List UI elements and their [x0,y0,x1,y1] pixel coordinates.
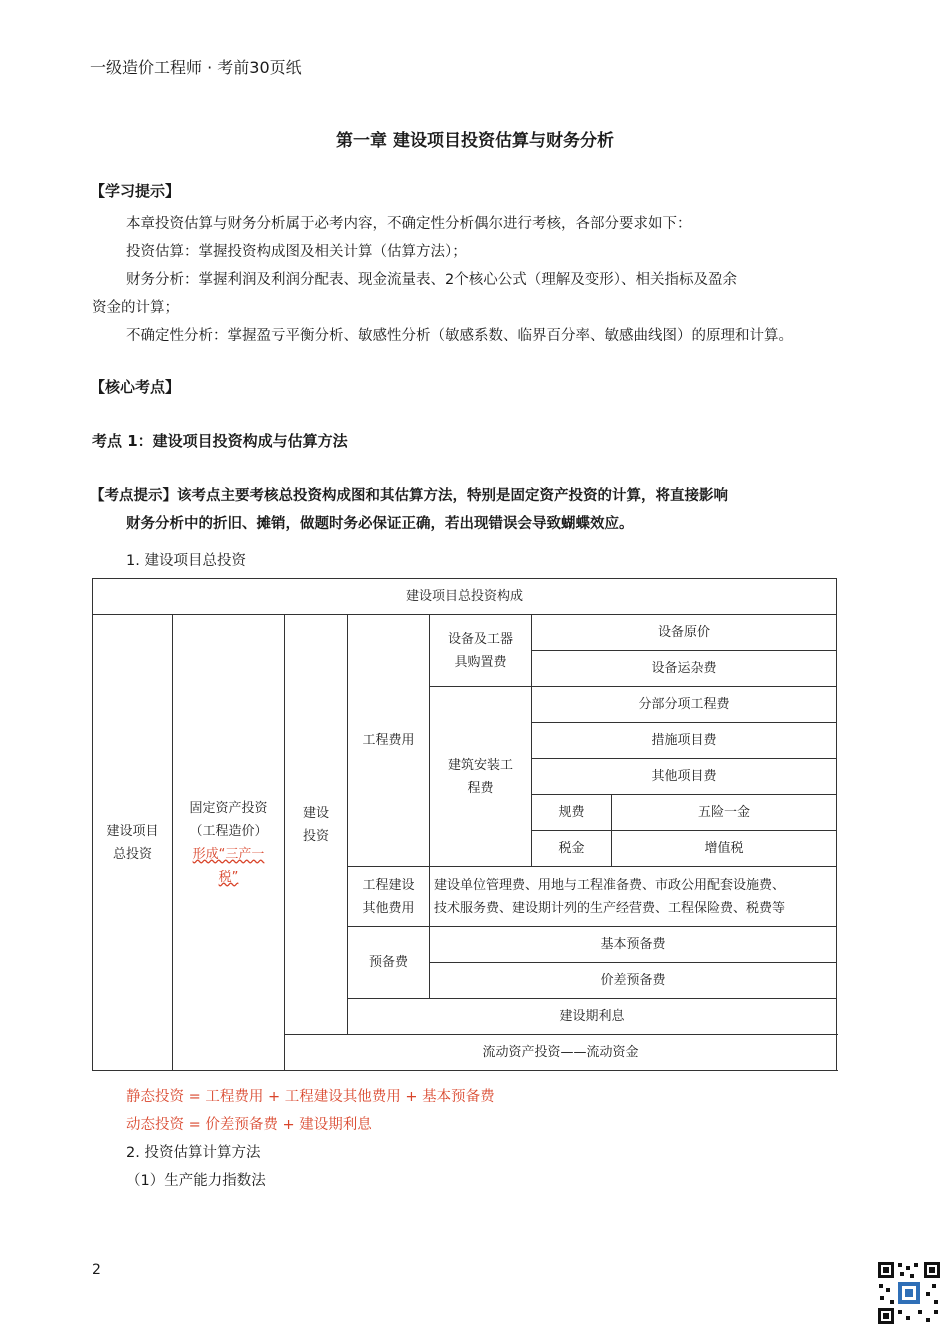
reserve-cell: 预备费 [348,927,430,999]
page-number: 2 [92,1262,101,1278]
basic-reserve-cell: 基本预备费 [430,927,837,963]
study-tip-para2: 投资估算：掌握投资构成图及相关计算（估算方法）； [126,244,467,260]
total-investment-cell: 建设项目 总投资 [93,615,173,1071]
insurance-cell: 五险一金 [612,795,837,831]
sub1-heading: 1. 建设项目总投资 [126,553,246,569]
other-items-cost: 其他项目费 [532,759,837,795]
fees-cell: 规费 [532,795,612,831]
price-reserve-cell: 价差预备费 [430,963,837,999]
hint-line2: 财务分析中的折旧、摊销，做题时务必保证正确，若出现错误会导致蝴蝶效应。 [126,516,634,532]
method-item1: （1）生产能力指数法 [126,1173,266,1189]
hint-line1: 【考点提示】该考点主要考核总投资构成图和其估算方法，特别是固定资产投资的计算，将直接影响 [90,488,728,504]
point1-heading: 考点 1：建设项目投资构成与估算方法 [92,432,348,450]
dynamic-investment-formula: 动态投资 = 价差预备费 + 建设期利息 [126,1117,372,1133]
construction-interest-cell: 建设期利息 [348,999,837,1035]
construction-investment-cell: 建设 投资 [285,615,348,1035]
equipment-original-price: 设备原价 [532,615,837,651]
study-tip-para3-line1: 财务分析：掌握利润及利润分配表、现金流量表、2个核心公式（理解及变形）、相关指标及盈余 [126,272,737,288]
table-header: 建设项目总投资构成 [93,579,837,615]
study-tip-para4: 不确定性分析：掌握盈亏平衡分析、敏感性分析（敏感系数、临界百分率、敏感曲线图）的原理和计算。 [126,328,793,344]
page-header: 一级造价工程师 · 考前30页纸 [90,58,302,77]
equipment-cell: 设备及工器 具购置费 [430,615,532,687]
equipment-transport-cost: 设备运杂费 [532,651,837,687]
study-tip-heading: 【学习提示】 [90,182,181,200]
tax-cell: 税金 [532,831,612,867]
fixed-asset-note: 形成“三产一 [192,846,265,862]
qr-code-icon [876,1260,942,1326]
vat-cell: 增值税 [612,831,837,867]
working-capital-cell: 流动资产投资——流动资金 [285,1035,837,1071]
method-heading: 2. 投资估算计算方法 [126,1145,261,1161]
building-install-cell: 建筑安装工 程费 [430,687,532,867]
measures-cost: 措施项目费 [532,723,837,759]
sub-item-cost: 分部分项工程费 [532,687,837,723]
fixed-asset-cell: 固定资产投资 （工程造价） 形成“三产一 税” [173,615,285,1071]
chapter-title: 第一章 建设项目投资估算与财务分析 [336,131,614,151]
static-investment-formula: 静态投资 = 工程费用 + 工程建设其他费用 + 基本预备费 [126,1089,495,1105]
study-tip-para3-line2: 资金的计算； [92,300,179,316]
core-heading: 【核心考点】 [90,378,181,396]
other-construction-cost-cell: 工程建设 其他费用 [348,867,430,927]
study-tip-para1: 本章投资估算与财务分析属于必考内容，不确定性分析偶尔进行考核，各部分要求如下： [126,216,692,232]
investment-table [92,578,837,1071]
other-construction-cost-desc: 建设单位管理费、用地与工程准备费、市政公用配套设施费、 技术服务费、建设期计列的生产经营费、工程保险费、税费等 [430,867,837,927]
engineering-cost-cell: 工程费用 [348,615,430,867]
